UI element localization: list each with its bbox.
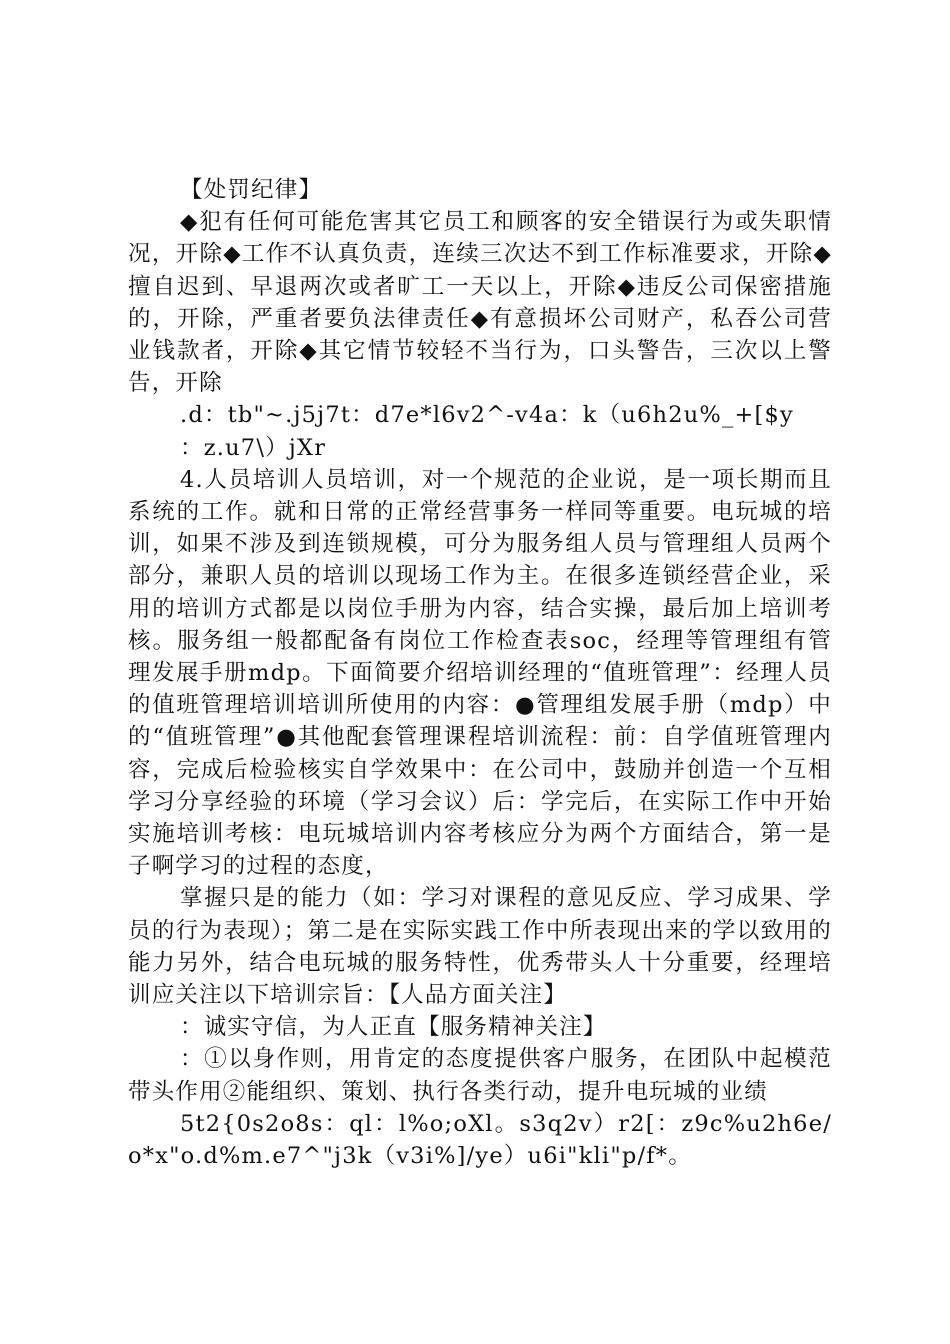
paragraph-garbled-3: 5t2{0s2o8s：ql：l%o;oXl。s3q2v）r2[：z9c%u2h6e/o*x"o.d%m.e7^"j3k（v3i%]/ye）u6i"kli"p/f*。: [128, 1110, 832, 1170]
paragraph-training: 4.人员培训人员培训，对一个规范的企业说，是一项长期而且系统的工作。就和日常的正常经营事务一样同等重要。电玩城的培训，如果不涉及到连锁规模，可分为服务组人员与管理组人员两个部分，兼职人员的培训以现场工作为主。在很多连锁经营企业，采用的培训方式都是以岗位手册为内容，结合实操，最后加上培训考核。服务组一般都配备有岗位工作检查表soc，经理等管理组有管理发展手册mdp。下面简要介绍培训经理的“值班管理”：经理人员的值班管理培训培训所使用的内容：●管理组发展手册（mdp）中的“值班管理”●其他配套管理课程培训流程：前：自学值班管理内容，完成后检验核实自学效果中：在公司中，鼓励并创造一个互相学习分享经验的环境（学习会议）后：学完后，在实际工作中开始实施培训考核：电玩城培训内容考核应分为两个方面结合，第一是子啊学习的过程的态度，: [128, 466, 832, 880]
paragraph-garbled-2: ：z.u7\）jXr: [180, 434, 327, 461]
section-heading-discipline: 【处罚纪律】: [180, 177, 323, 203]
paragraph-training-ability: 掌握只是的能力（如：学习对课程的意见反应、学习成果、学员的行为表现）；第二是在实际实践工作中所表现出来的学以致用的能力另外，结合电玩城的服务特性，优秀带头人十分重要，经理培训应关注以下培训宗旨：【人品方面关注】: [128, 885, 832, 1009]
paragraph-service-spirit: ：①以身作则，用肯定的态度提供客户服务，在团队中起模范带头作用②能组织、策划、执行各类行动，提升电玩城的业绩: [128, 1046, 832, 1105]
paragraph-garbled-1: .d：tb"~.j5j7t：d7e*l6v2^-v4a：k（u6h2u%_+[$y: [180, 402, 794, 429]
paragraph-integrity: ：诚实守信，为人正直【服务精神关注】: [180, 1014, 607, 1041]
document-body: [128, 174, 832, 1172]
paragraph-discipline-rules: ◆犯有任何可能危害其它员工和顾客的安全错误行为或失职情况，开除◆工作不认真负责，连续三次达不到工作标准要求，开除◆擅自迟到、早退两次或者旷工一天以上，开除◆违反公司保密措施的，开除，严重者要负法律责任◆有意损坏公司财产，私吞公司营业钱款者，开除◆其它情节较轻不当行为，口头警告，三次以上警告，开除: [128, 209, 832, 397]
